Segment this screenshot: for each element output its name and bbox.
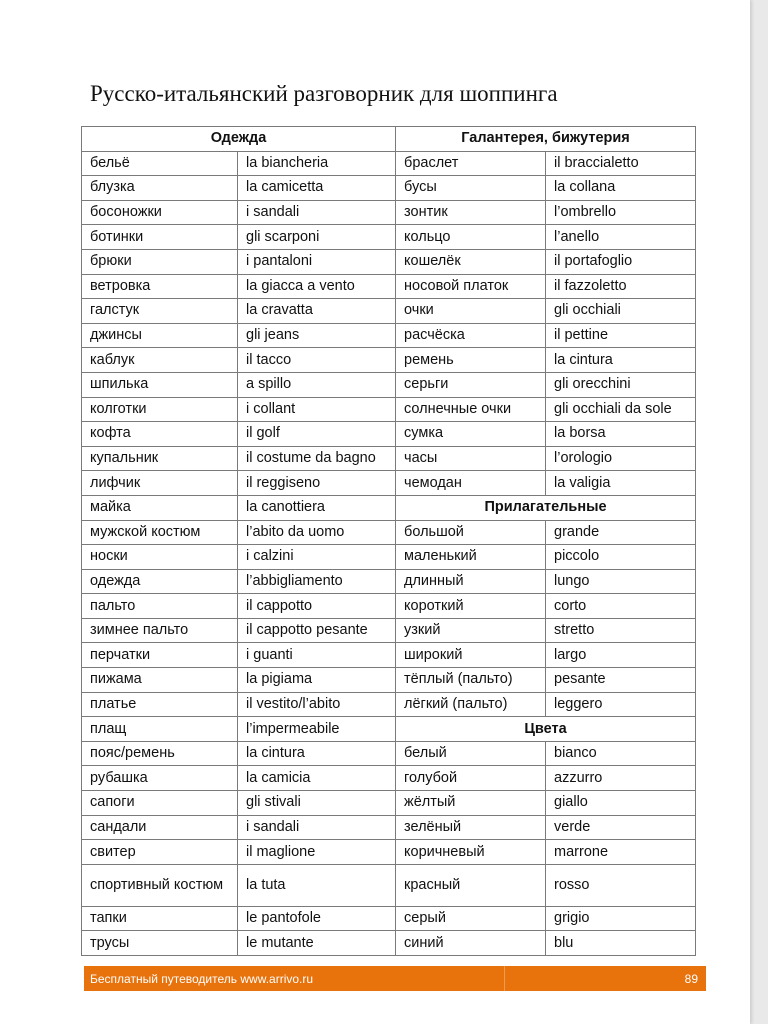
it-accessory-cell: blu (546, 931, 696, 956)
ru-accessory-cell: короткий (396, 594, 546, 619)
it-clothing-cell: l’abbigliamento (238, 569, 396, 594)
ru-clothing-cell: зимнее пальто (82, 618, 238, 643)
table-row (82, 397, 696, 422)
it-accessory-cell: l’anello (546, 225, 696, 250)
header-colors: Цвета (396, 717, 696, 742)
ru-accessory-cell: узкий (396, 618, 546, 643)
ru-accessory-cell: ремень (396, 348, 546, 373)
it-clothing-cell: gli jeans (238, 323, 396, 348)
it-accessory-cell: marrone (546, 840, 696, 865)
table-row (82, 176, 696, 201)
ru-clothing-cell: ботинки (82, 225, 238, 250)
it-clothing-cell: a spillo (238, 372, 396, 397)
ru-accessory-cell: белый (396, 741, 546, 766)
ru-clothing-cell: ветровка (82, 274, 238, 299)
it-accessory-cell: il braccialetto (546, 151, 696, 176)
it-clothing-cell: la canottiera (238, 495, 396, 520)
it-clothing-cell: la camicia (238, 766, 396, 791)
ru-accessory-cell: широкий (396, 643, 546, 668)
table-row (82, 906, 696, 931)
it-clothing-cell: i guanti (238, 643, 396, 668)
ru-clothing-cell: плащ (82, 717, 238, 742)
table-row (82, 471, 696, 496)
ru-accessory-cell: расчёска (396, 323, 546, 348)
it-clothing-cell: il cappotto pesante (238, 618, 396, 643)
it-accessory-cell: la collana (546, 176, 696, 201)
table-row (82, 249, 696, 274)
table-row (82, 225, 696, 250)
table-row (82, 348, 696, 373)
it-accessory-cell: la cintura (546, 348, 696, 373)
it-accessory-cell: giallo (546, 791, 696, 816)
it-accessory-cell: rosso (546, 864, 696, 906)
ru-clothing-cell: сандали (82, 815, 238, 840)
it-accessory-cell: stretto (546, 618, 696, 643)
table-row (82, 741, 696, 766)
it-clothing-cell: la pigiama (238, 668, 396, 693)
ru-accessory-cell: длинный (396, 569, 546, 594)
page-footer (84, 966, 706, 991)
ru-accessory-cell: серый (396, 906, 546, 931)
table-row (82, 323, 696, 348)
it-accessory-cell: l’ombrello (546, 200, 696, 225)
ru-clothing-cell: пижама (82, 668, 238, 693)
header-clothing: Одежда (82, 127, 396, 152)
ru-accessory-cell: носовой платок (396, 274, 546, 299)
it-clothing-cell: il vestito/l’abito (238, 692, 396, 717)
it-accessory-cell: verde (546, 815, 696, 840)
ru-clothing-cell: пальто (82, 594, 238, 619)
it-clothing-cell: gli scarponi (238, 225, 396, 250)
ru-accessory-cell: кольцо (396, 225, 546, 250)
ru-accessory-cell: синий (396, 931, 546, 956)
table-row (82, 717, 696, 742)
it-clothing-cell: i sandali (238, 200, 396, 225)
it-accessory-cell: il portafoglio (546, 249, 696, 274)
table-row (82, 931, 696, 956)
table-row (82, 766, 696, 791)
table-row (82, 495, 696, 520)
it-clothing-cell: il cappotto (238, 594, 396, 619)
ru-accessory-cell: кошелёк (396, 249, 546, 274)
ru-accessory-cell: серьги (396, 372, 546, 397)
ru-clothing-cell: майка (82, 495, 238, 520)
table-row (82, 692, 696, 717)
ru-clothing-cell: босоножки (82, 200, 238, 225)
it-clothing-cell: i collant (238, 397, 396, 422)
ru-clothing-cell: спортивный костюм (82, 864, 238, 906)
it-accessory-cell: la valigia (546, 471, 696, 496)
ru-clothing-cell: трусы (82, 931, 238, 956)
table-row (82, 422, 696, 447)
ru-clothing-cell: кофта (82, 422, 238, 447)
ru-clothing-cell: купальник (82, 446, 238, 471)
ru-accessory-cell: большой (396, 520, 546, 545)
ru-clothing-cell: свитер (82, 840, 238, 865)
ru-accessory-cell: браслет (396, 151, 546, 176)
ru-accessory-cell: солнечные очки (396, 397, 546, 422)
ru-clothing-cell: сапоги (82, 791, 238, 816)
table-row (82, 446, 696, 471)
ru-clothing-cell: мужской костюм (82, 520, 238, 545)
it-clothing-cell: il reggiseno (238, 471, 396, 496)
table-row (82, 569, 696, 594)
table-row (82, 840, 696, 865)
it-accessory-cell: l’orologio (546, 446, 696, 471)
it-accessory-cell: gli occhiali da sole (546, 397, 696, 422)
ru-accessory-cell: сумка (396, 422, 546, 447)
ru-clothing-cell: рубашка (82, 766, 238, 791)
table-row (82, 151, 696, 176)
table-body (82, 151, 696, 955)
ru-accessory-cell: лёгкий (пальто) (396, 692, 546, 717)
it-clothing-cell: la giacca a vento (238, 274, 396, 299)
it-accessory-cell: gli occhiali (546, 299, 696, 324)
it-clothing-cell: la cravatta (238, 299, 396, 324)
it-clothing-cell: i sandali (238, 815, 396, 840)
it-clothing-cell: il costume da bagno (238, 446, 396, 471)
table-row (82, 668, 696, 693)
table-row (82, 520, 696, 545)
it-clothing-cell: la cintura (238, 741, 396, 766)
phrasebook-table (81, 126, 696, 956)
table-row (82, 274, 696, 299)
it-clothing-cell: gli stivali (238, 791, 396, 816)
it-accessory-cell: grande (546, 520, 696, 545)
ru-clothing-cell: бельё (82, 151, 238, 176)
it-accessory-cell: grigio (546, 906, 696, 931)
it-accessory-cell: largo (546, 643, 696, 668)
table-row (82, 864, 696, 906)
ru-accessory-cell: жёлтый (396, 791, 546, 816)
table-row (82, 618, 696, 643)
ru-clothing-cell: лифчик (82, 471, 238, 496)
table-row (82, 594, 696, 619)
table-row (82, 815, 696, 840)
ru-accessory-cell: зелёный (396, 815, 546, 840)
ru-clothing-cell: носки (82, 545, 238, 570)
it-accessory-cell: gli orecchini (546, 372, 696, 397)
ru-accessory-cell: маленький (396, 545, 546, 570)
footer-text: Бесплатный путеводитель www.arrivo.ru (90, 972, 314, 986)
header-adjectives: Прилагательные (396, 495, 696, 520)
table-row (82, 200, 696, 225)
it-clothing-cell: il maglione (238, 840, 396, 865)
it-accessory-cell: corto (546, 594, 696, 619)
ru-clothing-cell: брюки (82, 249, 238, 274)
table-row (82, 545, 696, 570)
table-row (82, 791, 696, 816)
it-clothing-cell: l’impermeabile (238, 717, 396, 742)
ru-clothing-cell: каблук (82, 348, 238, 373)
it-accessory-cell: azzurro (546, 766, 696, 791)
it-accessory-cell: la borsa (546, 422, 696, 447)
ru-accessory-cell: красный (396, 864, 546, 906)
table-row (82, 299, 696, 324)
ru-clothing-cell: галстук (82, 299, 238, 324)
it-clothing-cell: la camicetta (238, 176, 396, 201)
table-row (82, 372, 696, 397)
ru-clothing-cell: джинсы (82, 323, 238, 348)
it-accessory-cell: il pettine (546, 323, 696, 348)
page-title: Русско-итальянский разговорник для шоппинга (90, 81, 558, 106)
ru-clothing-cell: шпилька (82, 372, 238, 397)
it-clothing-cell: i pantaloni (238, 249, 396, 274)
it-accessory-cell: il fazzoletto (546, 274, 696, 299)
it-accessory-cell: piccolo (546, 545, 696, 570)
ru-accessory-cell: тёплый (пальто) (396, 668, 546, 693)
it-accessory-cell: bianco (546, 741, 696, 766)
ru-clothing-cell: блузка (82, 176, 238, 201)
it-clothing-cell: le mutante (238, 931, 396, 956)
it-clothing-cell: i calzini (238, 545, 396, 570)
header-accessories: Галантерея, бижутерия (396, 127, 696, 152)
table-row (82, 643, 696, 668)
ru-accessory-cell: очки (396, 299, 546, 324)
ru-accessory-cell: коричневый (396, 840, 546, 865)
ru-clothing-cell: колготки (82, 397, 238, 422)
ru-accessory-cell: чемодан (396, 471, 546, 496)
it-accessory-cell: lungo (546, 569, 696, 594)
it-clothing-cell: il golf (238, 422, 396, 447)
it-clothing-cell: la tuta (238, 864, 396, 906)
it-accessory-cell: pesante (546, 668, 696, 693)
it-clothing-cell: le pantofole (238, 906, 396, 931)
footer-divider (504, 966, 505, 991)
ru-accessory-cell: голубой (396, 766, 546, 791)
ru-clothing-cell: тапки (82, 906, 238, 931)
ru-clothing-cell: пояс/ремень (82, 741, 238, 766)
it-clothing-cell: la biancheria (238, 151, 396, 176)
page-number: 89 (684, 972, 698, 986)
it-accessory-cell: leggero (546, 692, 696, 717)
ru-clothing-cell: одежда (82, 569, 238, 594)
ru-clothing-cell: платье (82, 692, 238, 717)
ru-clothing-cell: перчатки (82, 643, 238, 668)
it-clothing-cell: il tacco (238, 348, 396, 373)
ru-accessory-cell: зонтик (396, 200, 546, 225)
table-header-row (82, 127, 696, 152)
it-clothing-cell: l’abito da uomo (238, 520, 396, 545)
ru-accessory-cell: бусы (396, 176, 546, 201)
ru-accessory-cell: часы (396, 446, 546, 471)
